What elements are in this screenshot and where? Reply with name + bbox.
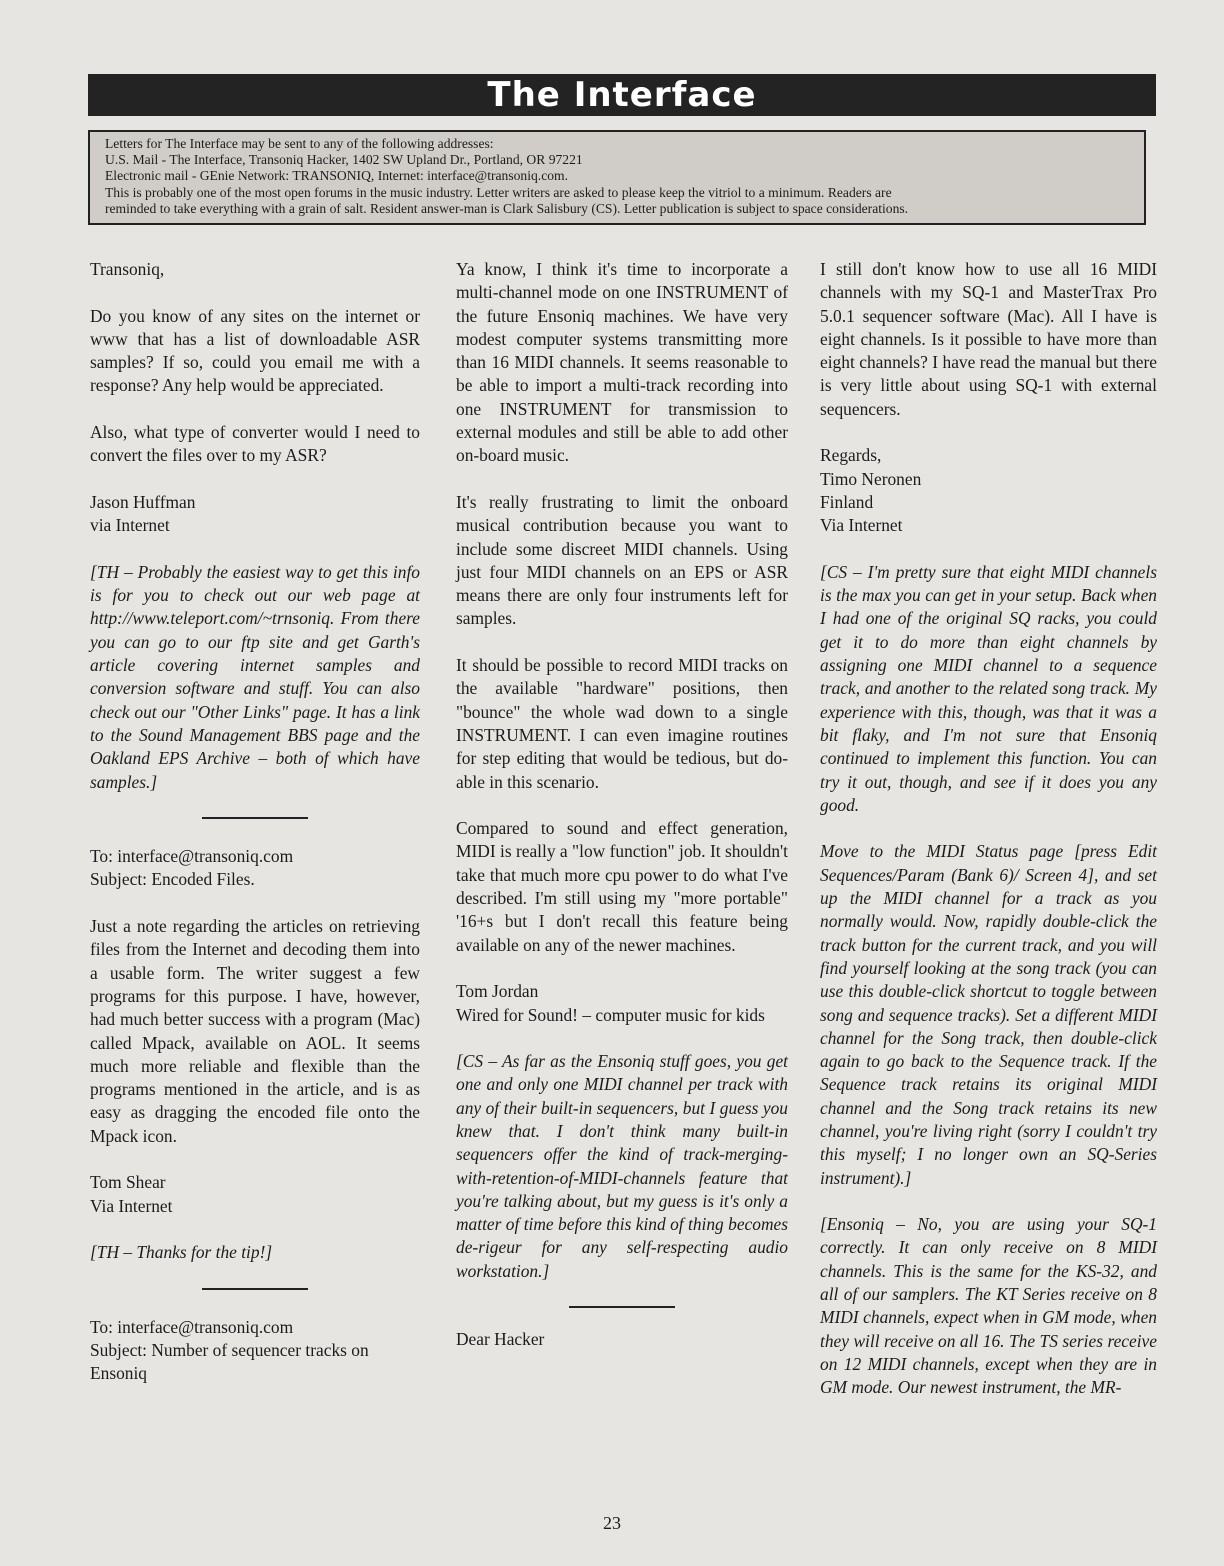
letter-subject: Subject: Number of sequencer tracks on Ensoniq (90, 1340, 369, 1384)
info-line: reminded to take everything with a grain of salt. Resident answer-man is Clark Salisbury (CS). Letter publication is subject to space considerations. (105, 200, 909, 216)
info-box (88, 130, 1146, 225)
info-line: Letters for The Interface may be sent to any of the following addresses: (105, 136, 494, 151)
letter-paragraph: Compared to sound and effect generation, MIDI is really a "low function" job. It shouldn't take that much more cpu power to do what I've described. I'm still using my "more portable" '16+s but I don't recall this feature being available on any of the newer machines. (456, 818, 788, 955)
signature-name: Jason Huffman (90, 491, 196, 512)
separator-rule (569, 1306, 675, 1308)
info-line: This is probably one of the most open forums in the music industry. Letter writers are asked to please keep the vitriol to a minimum. Readers are (105, 184, 892, 200)
letter-to: To: interface@transoniq.com (90, 1316, 294, 1337)
letter-paragraph: I still don't know how to use all 16 MIDI channels with my SQ-1 and MasterTrax Pro 5.0.1 sequencer software (Mac). All I have is eight channels. Is it possible to have more than eight channels? I have read the manual but there is very little about using SQ-1 with external sequencers. (820, 259, 1157, 419)
editor-reply: [TH – Probably the easiest way to get this info is for you to check out our web page at http://www.teleport.com/~trnsoniq. From there you can go to our ftp site and get Garth's article covering internet samples and conversion software and stuff. You can also check out our "Other Links" page. It has a link to the Sound Management BBS page and the Oakland EPS Archive – both of which have samples.] (90, 561, 420, 792)
letter-paragraph: Do you know of any sites on the internet or www that has a list of downloadable ASR samples? If so, could you email me with a response? Any help would be appreciated. (90, 305, 420, 396)
editor-reply: Move to the MIDI Status page [press Edit Sequences/Param (Bank 6)/ Screen 4], and set up the MIDI channel for a track as you normally would. Now, rapidly double-click the track button for the current track, and you will find yourself looking at the song track (you can use this double-click shortcut to toggle between song and sequence tracks). Set a different MIDI channel for the Song track, then double-click again to go back to the Sequence track. If the Sequence track retains its original MIDI channel and the Song track retains its new channel, you're living right (sorry I couldn't try this myself; I no longer own an SQ-Series instrument).] (820, 841, 1157, 1188)
separator-rule (202, 817, 308, 819)
letter-greeting: Dear Hacker (456, 1329, 545, 1350)
page-title: The Interface (487, 75, 757, 115)
column-2 (456, 258, 788, 1375)
signature-name: Tom Jordan (456, 981, 539, 1002)
info-line: Electronic mail - GEnie Network: TRANSONIQ, Internet: interface@transoniq.com. (105, 168, 568, 184)
signature-via: via Internet (90, 515, 170, 536)
editor-reply: [CS – I'm pretty sure that eight MIDI channels is the max you can get in your setup. Back when I had one of the original SQ racks, you could get it to do more than eight channels by assigning one MIDI channel to a sequence track, and another to the related song track. My experience with this, though, was that it was a bit flaky, and I'm not sure that Ensoniq continued to implement this function. You can try it out, though, and see if it does you any good. (820, 561, 1157, 815)
letter-to: To: interface@transoniq.com (90, 846, 294, 867)
separator-rule (202, 1288, 308, 1290)
section-banner (88, 74, 1156, 116)
letter-greeting: Transoniq, (90, 259, 165, 279)
page-number: 23 (603, 1513, 621, 1533)
letter-subject: Subject: Encoded Files. (90, 869, 255, 890)
signature-via: Via Internet (820, 515, 903, 536)
editor-reply: [TH – Thanks for the tip!] (90, 1242, 273, 1263)
signature-name: Tom Shear (90, 1172, 166, 1193)
letter-paragraph: Also, what type of converter would I need to convert the files over to my ASR? (90, 422, 420, 466)
column-1 (90, 258, 420, 1409)
letter-paragraph: It's really frustrating to limit the onboard musical contribution because you want to include some discreet MIDI channels. Using just four MIDI channels on an EPS or ASR means there are only four instruments left for samples. (456, 491, 788, 629)
signature-country: Finland (820, 491, 874, 512)
editor-reply: [CS – As far as the Ensoniq stuff goes, you get one and only one MIDI channel per track with any of their built-in sequencers, but I guess you knew that. I don't think many built-in sequencers offer the kind of track-merging-with-retention-of-MIDI-channels feature that you're talking about, but my guess is it's only a matter of time before this kind of thing becomes de-rigeur for any self-respecting audio workstation.] (456, 1051, 788, 1281)
letter-paragraph: It should be possible to record MIDI tracks on the available "hardware" positions, then "bounce" the whole wad down to a single INSTRUMENT. I can even imagine routines for step editing that would be tedious, but do-able in this scenario. (456, 655, 788, 792)
signature-name: Timo Neronen (820, 468, 922, 489)
manufacturer-reply: [Ensoniq – No, you are using your SQ-1 correctly. It can only receive on 8 MIDI channels. This is the same for the KS-32, and all of our samplers. The KT Series receive on 8 MIDI channels, expect when in GM mode, when they will receive on all 16. The TS series receive on 12 MIDI channels, except when they are in GM mode. Our newest instrument, the MR- (820, 1214, 1157, 1398)
letter-closing: Regards, (820, 445, 882, 466)
signature-via: Via Internet (90, 1195, 173, 1216)
signature-org: Wired for Sound! – computer music for kids (456, 1004, 765, 1025)
letter-paragraph: Just a note regarding the articles on retrieving files from the Internet and decoding them into a usable form. The writer suggest a few programs for this purpose. I have, however, had much better success with a program (Mac) called Mpack, available on AOL. It seems much more reliable and flexible than the programs mentioned in the article, and is as easy as dragging the encoded file onto the Mpack icon. (90, 916, 420, 1146)
letter-paragraph: Ya know, I think it's time to incorporate a multi-channel mode on one INSTRUMENT of the future Ensoniq machines. We have very modest computer systems transmitting more than 16 MIDI channels. It seems reasonable to be able to import a multi-track recording into one INSTRUMENT for transmission to external modules and still be able to add other on-board music. (456, 259, 788, 466)
column-3 (820, 258, 1157, 1423)
info-line: U.S. Mail - The Interface, Transoniq Hacker, 1402 SW Upland Dr., Portland, OR 97221 (105, 152, 583, 168)
